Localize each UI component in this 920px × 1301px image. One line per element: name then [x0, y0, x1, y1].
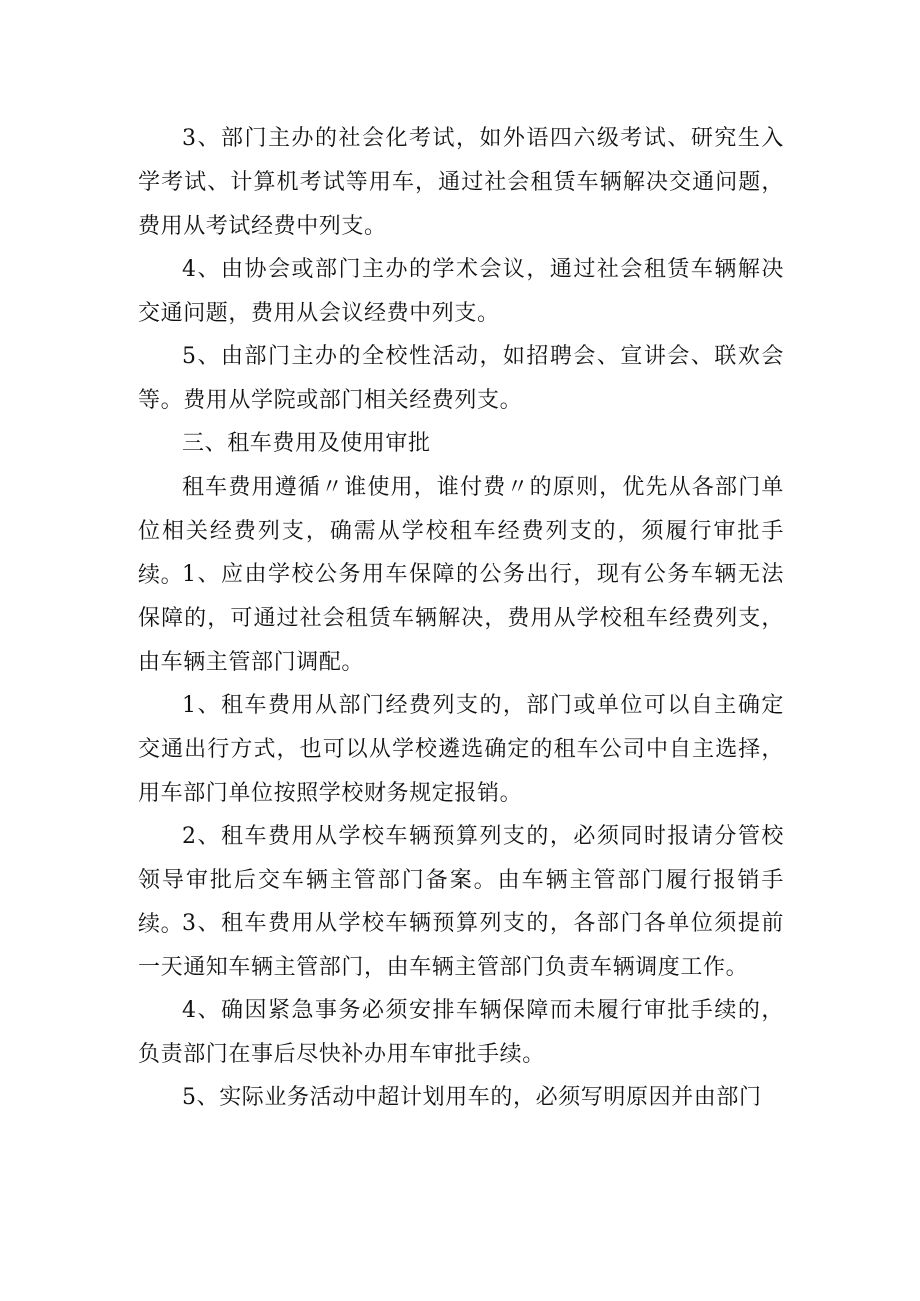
- paragraph-school-budget-approval: 2、租车费用从学校车辆预算列支的，必须同时报请分管校领导审批后交车辆主管部门备案。由车辆主管部门履行报销手续。: [138, 824, 784, 937]
- paragraph-official-trip: 1、应由学校公务用车保障的公务出行，现有公务车辆无法保障的，可通过社会租赁车辆解决，费用从学校租车经费列支，由车辆主管部门调配。: [138, 562, 784, 675]
- paragraph-advance-notice: 3、租车费用从学校车辆预算列支的，各部门各单位须提前一天通知车辆主管部门，由车辆主管部门负责车辆调度工作。: [138, 911, 784, 980]
- paragraph-who-uses-pays: 租车费用遵循〃谁使用，谁付费〃的原则，优先从各部门单位相关经费列支，确需从学校租车经费列支的，须履行审批手续。: [138, 475, 784, 588]
- section-heading-rental-approval: 三、租车费用及使用审批: [182, 431, 431, 456]
- paragraph-exam-transport: 3、部门主办的社会化考试，如外语四六级考试、研究生入学考试、计算机考试等用车，通过社会租赁车辆解决交通问题，费用从考试经费中列支。: [138, 126, 784, 239]
- paragraph-department-funds: 1、租车费用从部门经费列支的，部门或单位可以自主确定交通出行方式，也可以从学校遴选确定的租车公司中自主选择，用车部门单位按照学校财务规定报销。: [138, 693, 784, 806]
- paragraph-campus-activity: 5、由部门主办的全校性活动，如招聘会、宣讲会、联欢会等。费用从学院或部门相关经费列支。: [138, 344, 784, 413]
- paragraph-over-plan-use: 5、实际业务活动中超计划用车的，必须写明原因并由部门: [182, 1085, 762, 1110]
- paragraph-academic-conference: 4、由协会或部门主办的学术会议，通过社会租赁车辆解决交通问题，费用从会议经费中列支。: [138, 257, 784, 326]
- paragraph-emergency-use: 4、确因紧急事务必须安排车辆保障而未履行审批手续的，负责部门在事后尽快补办用车审批手续。: [138, 998, 784, 1067]
